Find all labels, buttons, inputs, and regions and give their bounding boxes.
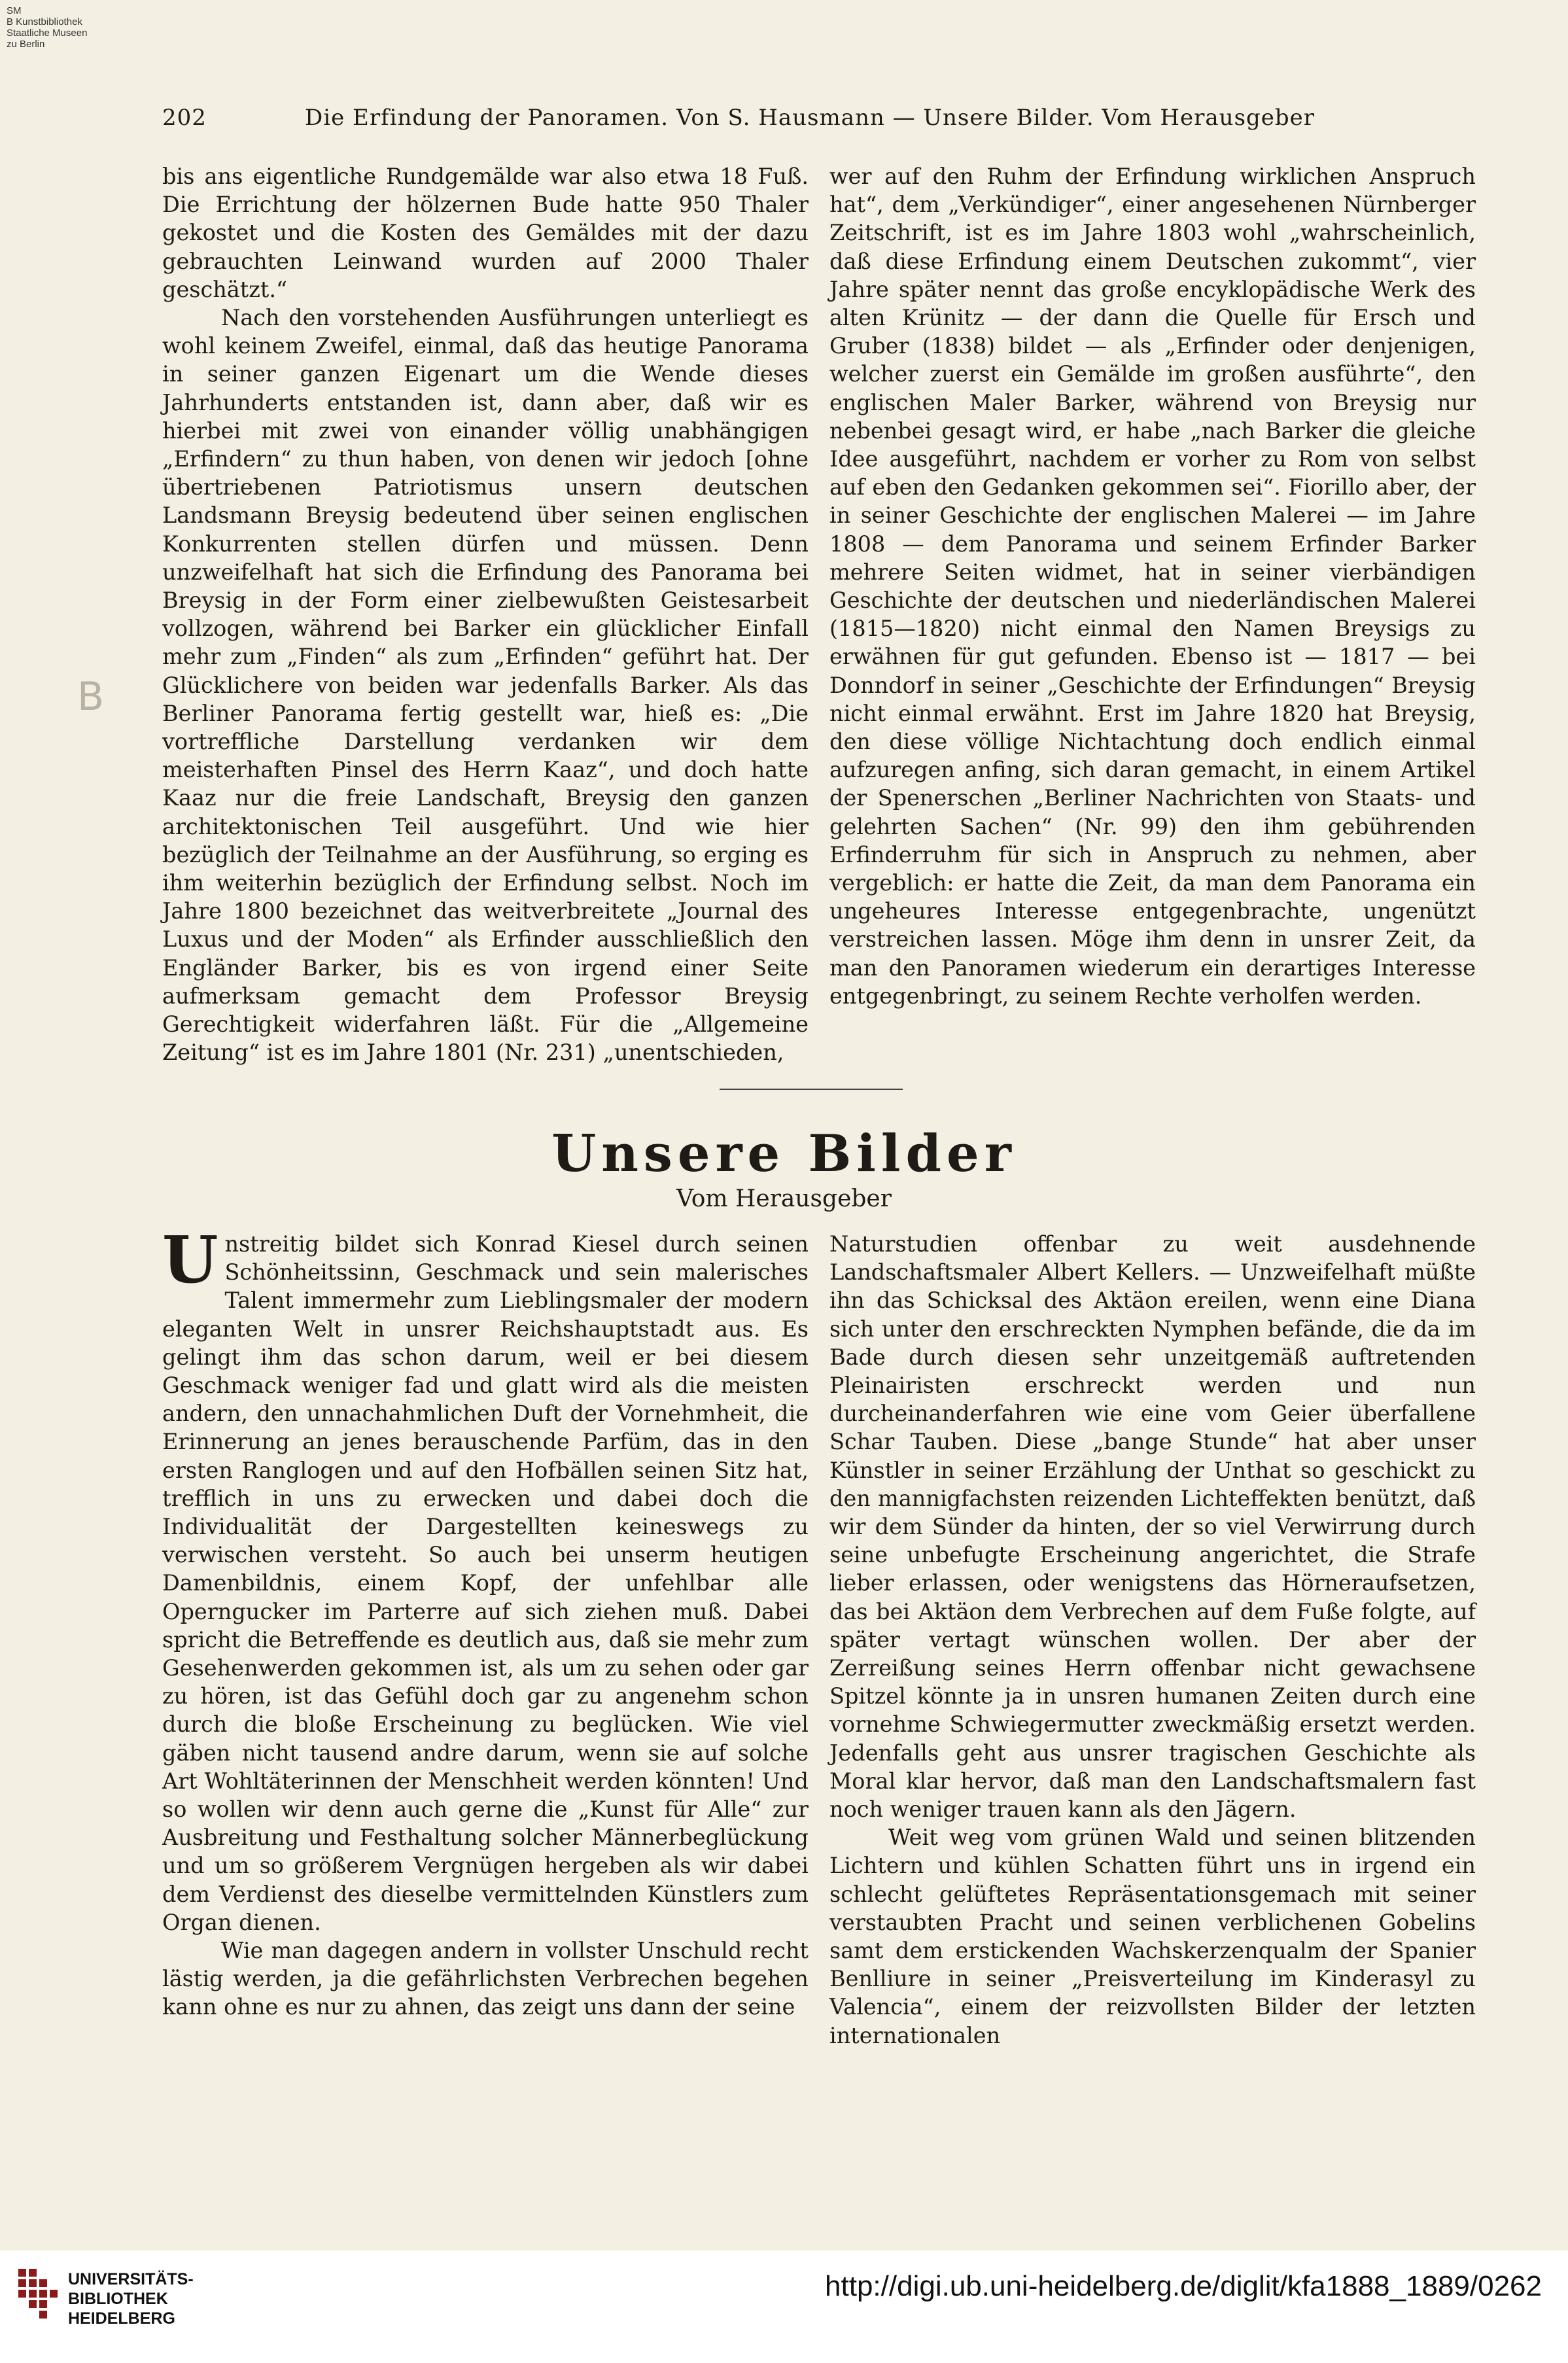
paragraph: Nach den vorstehenden Ausführungen unterliegt es wohl keinem Zweifel, einmal, daß das heutige Panorama in seiner ganzen Eigenart um die Wende dieses Jahrhunderts entstanden ist, dann aber, daß wir es hierbei mit zwei von einander völlig unabhängigen „Erfindern“ zu thun haben, von denen wir jedoch [ohne übertriebenen Patriotismus unsern deutschen Landsmann Breysig bedeutend über seinen englischen Konkurrenten stellen dürfen und müssen. Denn unzweifelhaft hat sich die Erfindung des Panorama bei Breysig in der Form einer zielbewußten Geistesarbeit vollzogen, während bei Barker ein glücklicher Einfall mehr zum „Finden“ als zum „Erfinden“ geführt hat. Der Glücklichere von beiden war jedenfalls Barker. Als das Berliner Panorama fertig gestellt war, hieß es: „Die vortreffliche Darstellung verdanken wir dem meisterhaften Pinsel des Herrn Kaaz“, und doch hatte Kaaz nur die freie Landschaft, Breysig den ganzen architektonischen Teil ausgeführt. Und wie hier bezüglich der Teilnahme an der Ausführung, so erging es ihm weiterhin bezüglich der Erfindung selbst. Noch im Jahre 1800 bezeichnet das weitverbreitete „Journal des Luxus und der Moden“ als Erfinder ausschließlich den Engländer Barker, bis es von irgend einer Seite aufmerksam gemacht dem Professor Breysig Gerechtigkeit widerfahren läßt. Für die „Allgemeine Zeitung“ ist es im Jahre 1801 (Nr. 231) „unentschieden, — [162, 305, 809, 1066]
paragraph: Naturstudien offenbar zu weit ausdehnende Landschaftsmaler Albert Kellers. — Unzweifelhaft müßte ihn das Schicksal des Aktäon ereilen, wenn eine Diana sich unter den erschreckten Nymphen befände, die da im Bade durch diesen sehr unzeitgemäß auftretenden Pleinairisten erschreckt werden und nun durcheinanderfahren wie eine vom Geier überfallene Schar Tauben. Diese „bange Stunde“ hat aber unser Künstler in seiner Erzählung der Unthat so geschickt zu den mannigfachsten reizenden Lichteffekten benützt, daß wir dem Sünder da hinten, der so viel Verwirrung durch seine unbefugte Erscheinung angerichtet, die Strafe lieber erlassen, oder wenigstens das Hörneraufsetzen, das bei Aktäon dem Verbrechen auf dem Fuße folgte, auf später vertagt wünschen wollen. Der aber der Zerreißung seines Herrn offenbar nicht gewachsene Spitzel könnte ja in unsren humanen Zeiten durch eine vornehme Schwiegermutter zweckmäßig ersetzt werden. Jedenfalls geht aus unsrer tragischen Geschichte als Moral klar hervor, daß man den Landschaftsmalern fast noch weniger trauen kann als den Jägern. — [829, 1231, 1476, 1823]
stamp-line: zu Berlin — [7, 39, 45, 50]
logo-line: UNIVERSITÄTS- — [68, 2270, 194, 2288]
article1-column-left — [162, 162, 809, 1067]
university-seal-icon — [18, 2269, 58, 2329]
section-divider — [720, 1089, 903, 1090]
article2-column-left — [162, 1223, 809, 2022]
paragraph: wer auf den Ruhm der Erfindung wirklichen Anspruch hat“, dem „Verkündiger“, einer angesehenen Nürnberger Zeitschrift, ist es im Jahre 1803 wohl „wahrscheinlich, daß diese Erfindung einem Deutschen zukommt“, vier Jahre später nennt das große encyklopädische Werk des alten Krünitz — der dann die Quelle für Ersch und Gruber (1838) bildet — als „Erfinder oder denjenigen, welcher zuerst ein Gemälde im großen ausführte“, den englischen Maler Barker, während von Breysig nur nebenbei gesagt wird, er habe „nach Barker die gleiche Idee ausgeführt, nachdem er vorher zu Rom von selbst auf eben den Gedanken gekommen sei“. Fiorillo aber, der in seiner Geschichte der englischen Malerei — im Jahre 1808 — dem Panorama und seinem Erfinder Barker mehrere Seiten widmet, hat in seiner vierbändigen Geschichte der deutschen und niederländischen Malerei (1815—1820) nicht einmal den Namen Breysigs zu erwähnen für gut gefunden. Ebenso ist — 1817 — bei Donndorf in seiner „Geschichte der Erfindungen“ Breysig nicht einmal erwähnt. Erst im Jahre 1820 hat Breysig, den diese völlige Nichtachtung doch endlich einmal aufzuregen anfing, sich daran gemacht, in einem Artikel der Spenerschen „Berliner Nachrichten von Staats- und gelehrten Sachen“ (Nr. 99) den ihm gebührenden Erfinderruhm für sich in Anspruch zu nehmen, aber vergeblich: er hatte die Zeit, da man dem Panorama ein ungeheures Interesse entgegenbrachte, ungenützt verstreichen lassen. Möge ihm denn in unsrer Zeit, da man den Panoramen wiederum ein derartiges Interesse entgegenbringt, zu seinem Rechte verholfen werden. — [829, 164, 1476, 1009]
article1-column-right — [829, 162, 1476, 1010]
page-number: 202 — [162, 105, 207, 131]
logo-line: HEIDELBERG — [68, 2309, 175, 2328]
footer-bar — [0, 2250, 1568, 2363]
paragraph-text: nstreitig bildet sich Konrad Kiesel durch seinen Schönheitssinn, Geschmack und sein malerisches Talent immermehr zum Lieblingsmaler der modern eleganten Welt in unsrer Reichshauptstadt aus. Es gelingt ihm das schon darum, weil er bei diesem Geschmack weniger fad und glatt wird als die meisten andern, den unnachahmlichen Duft der Vornehmheit, die Erinnerung an jenes berauschende Parfüm, das in den ersten Ranglogen und auf den Hofbällen seinen Sitz hat, trefflich in uns zu erwecken und dabei doch die Individualität der Dargestellten keineswegs zu verwischen versteht. So auch bei unserm heutigen Damenbildnis, einem Kopf, der unfehlbar alle Operngucker im Parterre auf sich ziehen muß. Dabei spricht die Betreffende es deutlich aus, daß sie mehr zum Gesehenwerden gekommen ist, als um zu sehen oder gar zu hören, ist das Gefühl doch gar zu angenehm schon durch die bloße Erscheinung zu beglücken. Wie viel gäben nicht tausend andre darum, wenn sie auf solche Art Wohltäterinnen der Menschheit werden könnten! Und so wollen wir denn auch gerne die „Kunst für Alle“ zur Ausbreitung und Festhaltung solcher Männerbeglückung und um so größerem Vergnügen hergeben als wir dabei dem Verdienst des dieselbe vermittelnden Künstlers zum Organ dienen. — [162, 1231, 809, 1935]
drop-initial: U — [162, 1223, 218, 1298]
running-title: Die Erfindung der Panoramen. Von S. Hausmann — Unsere Bilder. Vom Herausgeber — [304, 105, 1315, 131]
logo-line: BIBLIOTHEK — [68, 2290, 168, 2308]
margin-pencil-mark: B — [77, 674, 105, 720]
library-name — [68, 2269, 194, 2328]
library-stamp — [7, 5, 87, 50]
paragraph: Wie man dagegen andern in vollster Unschuld recht lästig werden, ja die gefährlichsten Verbrechen begehen kann ohne es nur zu ahnen, das zeigt uns dann der seine — [162, 1938, 809, 2020]
paragraph — [162, 1223, 809, 1936]
article2-column-right — [829, 1230, 1476, 2050]
library-logo[interactable] — [18, 2269, 194, 2329]
stamp-line: Staatliche Museen — [7, 27, 88, 39]
section-title: Unsere Bilder — [551, 1124, 1017, 1183]
stamp-line: SM — [7, 5, 22, 16]
stamp-line: B Kunstbibliothek — [7, 16, 82, 27]
permalink-url[interactable]: http://digi.ub.uni-heidelberg.de/diglit/kfa1888_1889/0262 — [825, 2270, 1542, 2302]
running-head — [162, 105, 1399, 131]
paragraph: bis ans eigentliche Rundgemälde war also etwa 18 Fuß. Die Errichtung der hölzernen Bude hatte 950 Thaler gekostet und die Kosten des Gemäldes mit der dazu gebrauchten Leinwand wurden auf 2000 Thaler geschätzt.“ — [162, 164, 809, 302]
paragraph: Weit weg vom grünen Wald und seinen blitzenden Lichtern und kühlen Schatten führt uns in irgend ein schlecht gelüftetes Repräsentationsgemach mit seiner verstaubten Pracht und seinen verblichenen Gobelins samt dem erstickenden Wachskerzenqualm der Spanier Benlliure in seiner „Preisverteilung im Kinderasyl zu Valencia“, einem der reizvollsten Bilder der letzten internationalen — [829, 1825, 1476, 2048]
section-subtitle: Vom Herausgeber — [676, 1185, 892, 1212]
